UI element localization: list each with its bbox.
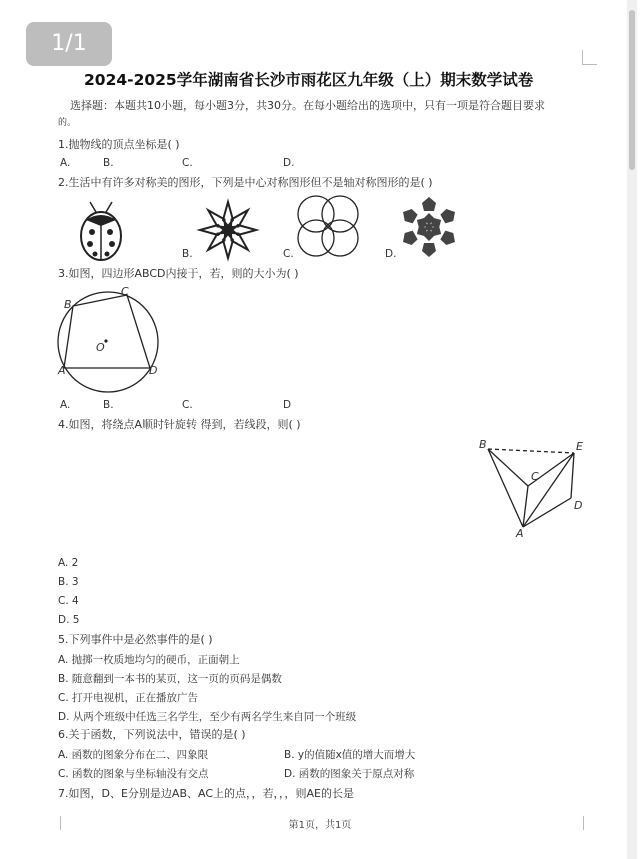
- question-3-option-c: C.: [182, 399, 193, 411]
- question-5-option-d: D. 从两个班级中任选三名学生，至少有两名学生来自同一个班级: [58, 711, 357, 723]
- q4-label-d: D: [574, 499, 583, 512]
- question-1-option-a: A.: [60, 157, 71, 169]
- question-5-stem: 5.下列事件中是必然事件的是( ): [58, 633, 213, 646]
- question-1-stem: 1.抛物线的顶点坐标是( ): [58, 138, 180, 151]
- q4-label-e: E: [576, 440, 583, 453]
- q4-figure-rotation: [478, 440, 588, 540]
- question-3-option-b: B.: [103, 399, 114, 411]
- question-6-option-c: C. 函数的图象与坐标轴没有交点: [58, 768, 209, 780]
- question-4-option-b: B. 3: [58, 576, 79, 588]
- question-1-option-b: B.: [103, 157, 114, 169]
- question-6-option-d: D. 函数的图象关于原点对称: [284, 768, 415, 780]
- question-2-option-c: C.: [283, 248, 294, 260]
- question-2-option-b: B.: [182, 248, 193, 260]
- scrollbar-thumb[interactable]: [629, 10, 635, 170]
- question-4-option-a: A. 2: [58, 557, 79, 569]
- section-instructions: 选择题：本题共10小题，每小题3分，共30分。在每小题给出的选项中，只有一项是符合题目要求: [70, 99, 545, 112]
- question-4-stem: 4.如图，将绕点A顺时针旋转 得到，若线段，则( ): [58, 418, 301, 431]
- question-4-option-c: C. 4: [58, 595, 79, 607]
- q2-figure-ladybug: [78, 202, 124, 262]
- question-5-option-c: C. 打开电视机，正在播放广告: [58, 692, 199, 704]
- question-7-stem: 7.如图，D、E分别是边AB、AC上的点，，若，，，则AE的长是: [58, 787, 354, 800]
- question-5-option-a: A. 抛掷一枚质地均匀的硬币，正面朝上: [58, 654, 240, 666]
- q3-label-o: O: [96, 341, 105, 354]
- question-1-option-c: C.: [182, 157, 193, 169]
- question-3-option-a: A.: [60, 399, 71, 411]
- exam-title: 2024-2025学年湖南省长沙市雨花区九年级（上）期末数学试卷: [84, 71, 534, 89]
- question-6-option-a: A. 函数的图象分布在二、四象限: [58, 749, 209, 761]
- q4-label-a: A: [516, 527, 524, 540]
- page-counter-badge: 1/1: [26, 22, 112, 66]
- q3-label-b: B: [64, 298, 72, 311]
- question-6-option-b: B. y的值随x值的增大而增大: [284, 749, 416, 761]
- q2-figure-snowflake: [196, 200, 260, 260]
- q2-figure-four-circles: [296, 194, 360, 260]
- question-6-stem: 6.关于函数，下列说法中，错误的是( ): [58, 728, 246, 741]
- question-4-option-d: D. 5: [58, 614, 80, 626]
- q3-label-d: D: [149, 364, 158, 377]
- question-3-stem: 3.如图，四边形ABCD内接于，若，则的大小为( ): [58, 267, 299, 280]
- question-3-option-d: D: [283, 399, 292, 411]
- q3-label-c: C: [121, 285, 129, 298]
- question-2-stem: 2.生活中有许多对称美的图形，下列是中心对称图形但不是轴对称图形的是( ): [58, 176, 433, 189]
- question-2-option-d: D.: [385, 248, 397, 260]
- q3-label-a: A: [58, 364, 66, 377]
- section-instructions-tail: 的。: [58, 118, 77, 128]
- page-footer: 第1页，共1页: [288, 820, 352, 831]
- q2-figure-pentagon-flower: [398, 196, 460, 258]
- crop-mark-top-right: [582, 50, 597, 65]
- q4-label-c: C: [531, 470, 539, 483]
- question-1-option-d: D.: [283, 157, 295, 169]
- question-5-option-b: B. 随意翻到一本书的某页，这一页的页码是偶数: [58, 673, 282, 685]
- q4-label-b: B: [479, 438, 487, 451]
